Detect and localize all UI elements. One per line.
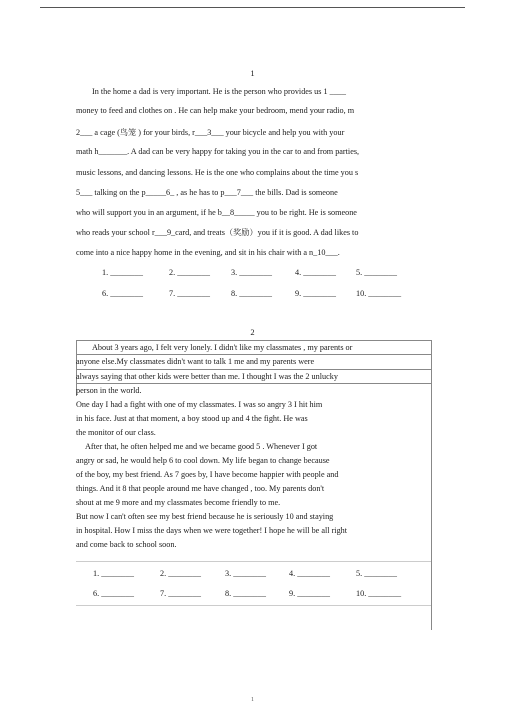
passage-line: anyone else.My classmates didn't want to talk 1 me and my parents were (76, 357, 315, 366)
passage-line: 2___ a cage (鸟笼 ) for your birds, r___3___ your bicycle and help you with your (76, 128, 345, 137)
top-rule (40, 7, 465, 8)
passage-line: About 3 years ago, I felt very lonely. I didn't like my classmates , my parents or (92, 343, 353, 352)
answer-blank[interactable]: 6. ________ (93, 589, 134, 598)
answer-blank[interactable]: 2. ________ (169, 268, 210, 277)
answer-blank[interactable]: 7. ________ (169, 289, 210, 298)
passage-line: things. And it 8 that people around me have changed , too. My parents don't (76, 484, 325, 493)
answer-blank[interactable]: 1. ________ (102, 268, 143, 277)
answer-blank[interactable]: 6. ________ (102, 289, 143, 298)
passage-line: But now I can't often see my best friend because he is seriously 10 and staying (76, 512, 334, 521)
answer-blank[interactable]: 8. ________ (231, 289, 272, 298)
answer-blank[interactable]: 9. ________ (289, 589, 330, 598)
passage-line: in his face. Just at that moment, a boy stood up and 4 the fight. He was (76, 414, 308, 423)
passage-line: math h_______. A dad can be very happy for taking you in the car to and from parties, (76, 147, 360, 156)
section-1-answers-row-1 (102, 268, 426, 277)
passage-line: who reads your school r___9_card, and treats（奖励）you if it is good. A dad likes to (76, 228, 359, 237)
passage-line: the monitor of our class. (76, 428, 156, 437)
passage-line: music lessons, and dancing lessons. He is the one who complains about the time you s (76, 168, 359, 177)
divider (76, 383, 431, 384)
divider (76, 605, 431, 606)
answer-blank[interactable]: 5. ________ (356, 569, 397, 578)
answer-blank[interactable]: 10. ________ (356, 289, 402, 298)
answer-blank[interactable]: 2. ________ (160, 569, 201, 578)
passage-line: angry or sad, he would help 6 to cool down. My life began to change because (76, 456, 330, 465)
answer-blank[interactable]: 3. ________ (225, 569, 266, 578)
passage-line: 5___ talking on the p_____6_ , as he has to p___7___ the bills. Dad is someone (76, 188, 338, 197)
answer-blank[interactable]: 4. ________ (295, 268, 336, 277)
passage-line: always saying that other kids were better than me. I thought I was the 2 unlucky (76, 372, 338, 381)
passage-line: money to feed and clothes on . He can help make your bedroom, mend your radio, m (76, 106, 355, 115)
passage-line: of the boy, my best friend. As 7 goes by, I have become happier with people and (76, 470, 339, 479)
section-2-number: 2 (250, 327, 255, 337)
passage-line: In the home a dad is very important. He is the person who provides us 1 ____ (92, 87, 346, 96)
passage-line: in hospital. How I miss the days when we were together! I hope he will be all right (76, 526, 348, 535)
divider (76, 340, 431, 341)
page-number: 1 (251, 697, 254, 703)
section-2-answers-row-2 (93, 589, 426, 598)
answer-blank[interactable]: 5. ________ (356, 268, 397, 277)
divider (431, 340, 432, 630)
passage-line: shout at me 9 more and my classmates become friendly to me. (76, 498, 281, 507)
passage-line: who will support you in an argument, if he b__8_____ you to be right. He is someone (76, 208, 357, 217)
section-1-number: 1 (250, 68, 255, 78)
answer-blank[interactable]: 4. ________ (289, 569, 330, 578)
answer-blank[interactable]: 1. ________ (93, 569, 134, 578)
answer-blank[interactable]: 9. ________ (295, 289, 336, 298)
passage-line: and come back to school soon. (76, 540, 177, 549)
divider (76, 561, 431, 562)
answer-blank[interactable]: 8. ________ (225, 589, 266, 598)
passage-line: One day I had a fight with one of my classmates. I was so angry 3 I hit him (76, 400, 323, 409)
answer-blank[interactable]: 7. ________ (160, 589, 201, 598)
passage-line: After that, he often helped me and we became good 5 . Whenever I got (85, 442, 318, 451)
answer-blank[interactable]: 3. ________ (231, 268, 272, 277)
section-2-answers-row-1 (93, 569, 426, 578)
passage-line: come into a nice happy home in the evening, and sit in his chair with a n_10___. (76, 248, 340, 257)
answer-blank[interactable]: 10. ________ (356, 589, 402, 598)
section-1-answers-row-2 (102, 289, 426, 298)
divider (76, 354, 431, 355)
passage-line: person in the world. (76, 386, 142, 395)
divider (76, 369, 431, 370)
